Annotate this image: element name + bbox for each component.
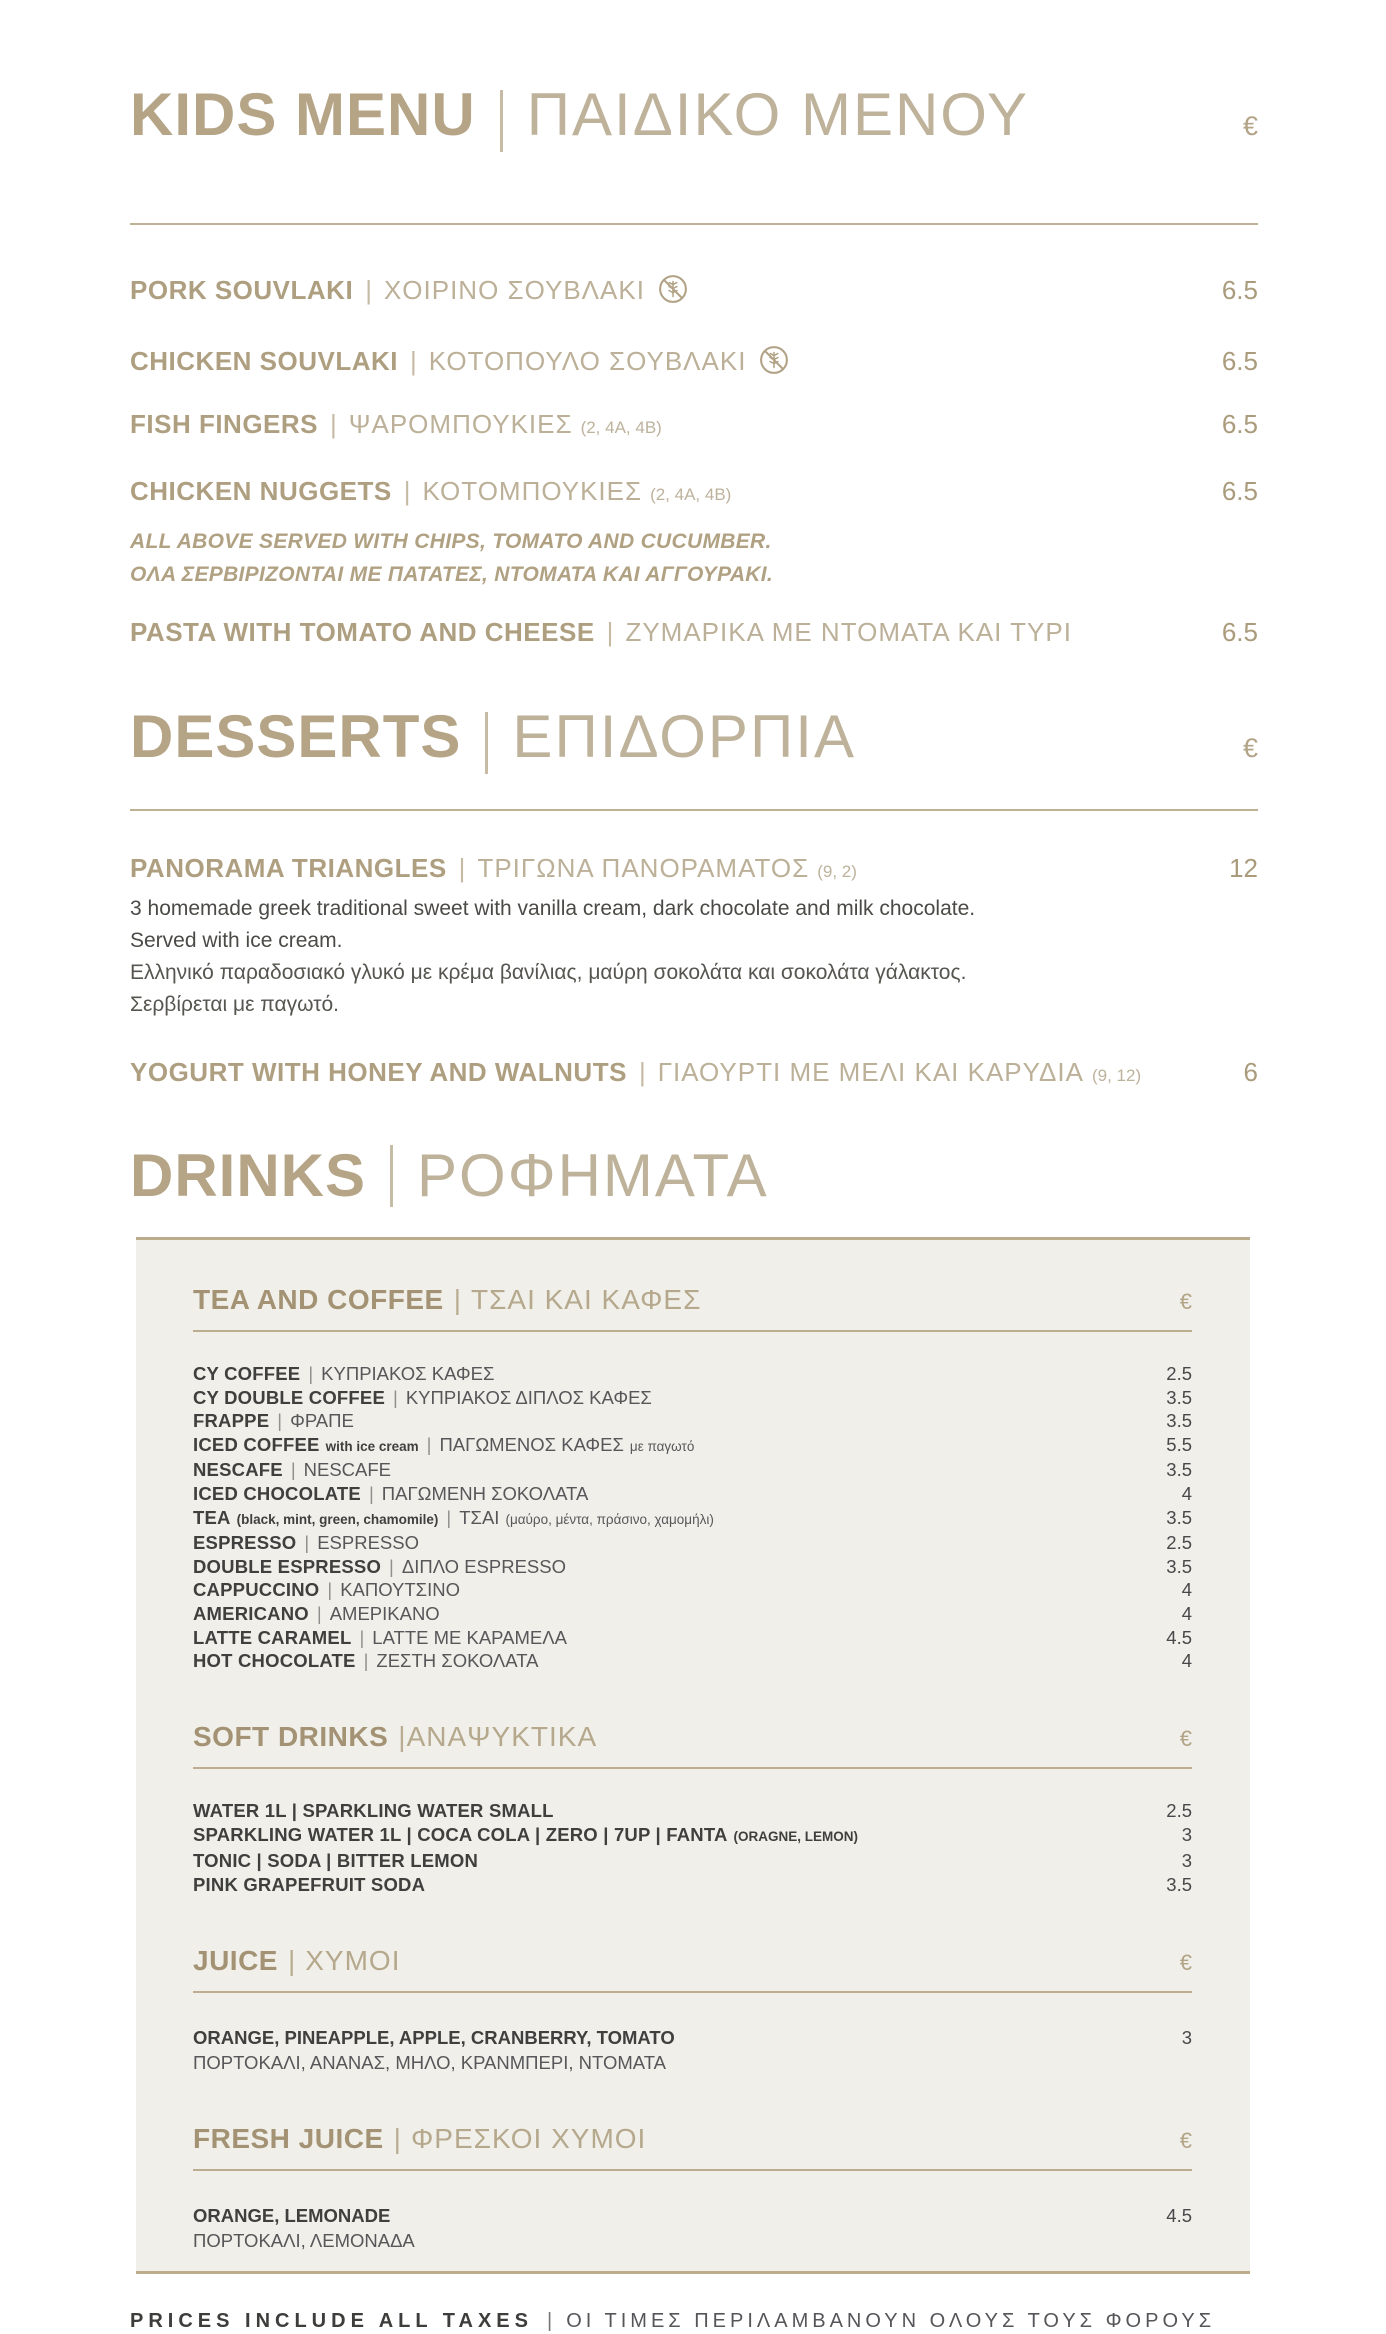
item-name-gr: ΤΡΙΓΩΝΑ ΠΑΝΟΡΑΜΑΤΟΣ — [477, 853, 810, 883]
drink-item-row — [193, 1386, 1192, 1410]
item-name-en-note: (black, mint, green, chamomile) — [236, 1511, 439, 1527]
item-name-gr: ΠΟΡΤΟΚΑΛΙ, ΑΝΑΝΑΣ, ΜΗΛΟ, ΚΡΑΝΜΠΕΡΙ, ΝΤΟΜΑΤΑ — [193, 2051, 666, 2073]
item-name-en: WATER 1L | SPARKLING WATER SMALL — [193, 1799, 554, 1821]
item-name-en: TEA — [193, 1506, 231, 1528]
drink-item-row — [193, 1458, 1192, 1482]
item-price: 3 — [1181, 2026, 1192, 2048]
menu-item-row — [130, 617, 1258, 647]
item-name — [193, 2203, 415, 2253]
heading-divider — [485, 712, 488, 774]
item-name-gr-note: (μαύρο, μέντα, πράσινο, χαμομήλι) — [505, 1511, 714, 1527]
subheading-gr: ΦΡΕΣΚΟΙ ΧΥΜΟΙ — [410, 2122, 647, 2154]
separator: | — [458, 853, 466, 883]
item-price: 2.5 — [1166, 1363, 1192, 1384]
separator: | — [327, 1579, 333, 1601]
item-price: 3.5 — [1166, 1459, 1192, 1481]
item-name-gr: ΓΙΑΟΥΡΤΙ ΜΕ ΜΕΛΙ ΚΑΙ ΚΑΡΥΔΙΑ — [657, 1057, 1084, 1087]
item-price: 3 — [1181, 1849, 1192, 1871]
drink-item-row — [193, 1799, 1192, 1823]
separator: | — [287, 1944, 296, 1976]
item-allergen-tag: (9, 2) — [817, 862, 857, 881]
serving-note — [130, 525, 1258, 591]
separator: | — [359, 1626, 365, 1648]
heading-divider — [390, 1145, 393, 1207]
subheading-en: JUICE — [193, 1944, 278, 1976]
separator: | — [365, 275, 372, 305]
euro-symbol: € — [1179, 1949, 1192, 1975]
menu-item-row — [130, 476, 1258, 510]
euro-symbol: € — [1179, 2127, 1192, 2153]
separator: | — [389, 1555, 394, 1577]
item-price: 3.5 — [1166, 1555, 1192, 1577]
item-price: 6.5 — [1221, 409, 1258, 439]
item-name-gr: ΧΟΙΡΙΝΟ ΣΟΥΒΛΑΚΙ — [383, 275, 645, 305]
euro-symbol: € — [1179, 1289, 1192, 1314]
gluten-free-icon — [758, 344, 790, 382]
drink-item-row — [193, 1873, 1192, 1897]
item-price: 3.5 — [1166, 1873, 1192, 1895]
item-name-gr: ΠΑΓΩΜΕΝΟΣ ΚΑΦΕΣ — [439, 1433, 624, 1455]
item-name-en: ORANGE, PINEAPPLE, APPLE, CRANBERRY, TOMATO — [193, 2026, 675, 2048]
menu-item-row — [130, 1057, 1258, 1091]
euro-symbol: € — [1242, 111, 1258, 141]
item-price: 2.5 — [1166, 1532, 1192, 1554]
separator: | — [453, 1284, 461, 1315]
item-name-gr: ΖΥΜΑΡΙΚΑ ΜΕ ΝΤΟΜΑΤΑ ΚΑΙ ΤΥΡΙ — [625, 617, 1072, 647]
drink-item-row — [193, 1531, 1192, 1555]
subsection-rule — [193, 1330, 1192, 1332]
item-price: 12 — [1229, 853, 1258, 883]
footer-note-en: PRICES INCLUDE ALL TAXES — [130, 2309, 533, 2332]
subsection-fresh-juice-heading — [193, 2123, 1192, 2157]
item-name-en: ICED CHOCOLATE — [193, 1482, 361, 1504]
item-name-gr: ΔΙΠΛΟ ESPRESSO — [401, 1555, 567, 1577]
item-name-gr: ΦΡΑΠΕ — [290, 1410, 354, 1432]
item-price: 4.5 — [1166, 1626, 1192, 1648]
item-name-gr: NESCAFE — [303, 1459, 392, 1481]
subsection-rule — [193, 2169, 1192, 2171]
item-name-en: CHICKEN NUGGETS — [130, 476, 392, 506]
separator: | — [403, 476, 411, 506]
separator: | — [638, 1057, 646, 1087]
heading-en: DESSERTS — [130, 703, 462, 770]
item-price: 3.5 — [1166, 1506, 1192, 1528]
separator: | — [398, 1720, 406, 1752]
footer-note-gr: ΟΙ ΤΙΜΕΣ ΠΕΡΙΛΑΜΒΑΝΟΥΝ ΟΛΟΥΣ ΤΟΥΣ ΦΟΡΟΥΣ — [566, 2309, 1216, 2332]
item-name-gr: ΠΟΡΤΟΚΑΛΙ, ΛΕΜΟΝΑΔΑ — [193, 2229, 415, 2251]
item-name-en: PANORAMA TRIANGLES — [130, 853, 447, 883]
drink-item-row — [193, 1482, 1192, 1506]
menu-item-row — [130, 338, 1258, 376]
item-name-gr: ΑΜΕΡΙΚΑΝΟ — [329, 1602, 440, 1624]
section-desserts — [0, 704, 1386, 1091]
item-name-en: SPARKLING WATER 1L | COCA COLA | ZERO | 7UP | FANTA — [193, 1823, 728, 1845]
desserts-heading — [130, 704, 1258, 781]
item-name-en: NESCAFE — [193, 1459, 283, 1481]
drink-item-row — [193, 1626, 1192, 1650]
desserts-items — [130, 853, 1258, 1091]
euro-symbol: € — [1179, 1725, 1192, 1751]
item-name-en: FRAPPE — [193, 1410, 270, 1432]
separator: | — [426, 1433, 432, 1455]
drinks-panel — [136, 1237, 1250, 2274]
drink-item-row — [193, 1602, 1192, 1626]
drink-item-row — [193, 1506, 1192, 1532]
heading-gr: ΕΠΙΔΟΡΠΙΑ — [512, 703, 856, 770]
subheading-gr: ΑΝΑΨΥΚΤΙΚΑ — [406, 1720, 598, 1752]
item-price: 6.5 — [1221, 346, 1258, 376]
item-name-en: DOUBLE ESPRESSO — [193, 1555, 382, 1577]
item-price: 4.5 — [1166, 2204, 1192, 2226]
item-name-en: CY COFFEE — [193, 1363, 301, 1384]
separator: | — [363, 1650, 369, 1672]
menu-item-row — [130, 267, 1258, 305]
drinks-heading — [130, 1143, 1258, 1209]
item-name-en: CAPPUCCINO — [193, 1579, 320, 1601]
soft-drinks-items — [193, 1799, 1192, 1897]
separator: | — [330, 409, 337, 439]
item-name-gr: ΚΥΠΡΙΑΚΟΣ ΚΑΦΕΣ — [321, 1363, 495, 1384]
kids-menu-heading — [130, 82, 1258, 159]
item-price: 6.5 — [1221, 476, 1258, 506]
subheading-gr: ΧΥΜΟΙ — [305, 1944, 401, 1976]
item-price: 4 — [1181, 1579, 1192, 1601]
item-name-gr-note: με παγωτό — [629, 1438, 695, 1454]
kids-items — [130, 267, 1258, 647]
item-allergen-tag: (9, 12) — [1091, 1066, 1142, 1085]
heading-en: KIDS MENU — [130, 81, 476, 148]
item-name-en: PINK GRAPEFRUIT SODA — [193, 1873, 426, 1895]
item-name-en: AMERICANO — [193, 1602, 309, 1624]
item-price: 5.5 — [1166, 1433, 1192, 1455]
subsection-tea-and-coffee-heading — [193, 1284, 1192, 1318]
separator: | — [393, 2122, 401, 2154]
item-name — [193, 2025, 675, 2075]
drink-item-row — [193, 1433, 1192, 1459]
separator: | — [547, 2309, 553, 2332]
heading-divider — [500, 90, 503, 152]
subheading-en: SOFT DRINKS — [193, 1720, 389, 1752]
separator: | — [446, 1506, 452, 1528]
item-price: 6 — [1243, 1057, 1258, 1087]
drink-item-row — [193, 1849, 1192, 1873]
item-name-gr: ESPRESSO — [317, 1532, 419, 1554]
item-name-gr: ΚΥΠΡΙΑΚΟΣ ΔΙΠΛΟΣ ΚΑΦΕΣ — [405, 1386, 652, 1408]
item-name-en: HOT CHOCOLATE — [193, 1650, 356, 1672]
footer-note — [130, 2308, 1258, 2334]
drink-item-row — [193, 1578, 1192, 1602]
menu-item-row — [130, 853, 1258, 887]
separator: | — [308, 1363, 314, 1384]
item-price: 3 — [1181, 1823, 1192, 1845]
item-description-en: 3 homemade greek traditional sweet with vanilla cream, dark chocolate and milk chocolate. — [130, 897, 976, 920]
item-name-en: PASTA WITH TOMATO AND CHEESE — [130, 617, 595, 647]
item-name-en: ESPRESSO — [193, 1532, 297, 1554]
heading-en: DRINKS — [130, 1142, 367, 1209]
serving-note-en: ALL ABOVE SERVED WITH CHIPS, TOMATO AND CUCUMBER. — [130, 530, 772, 553]
item-name-en-note: with ice cream — [325, 1438, 419, 1454]
menu-item-row — [130, 409, 1258, 443]
drink-item-row — [193, 2203, 1192, 2253]
item-price: 3.5 — [1166, 1386, 1192, 1408]
separator: | — [277, 1410, 283, 1432]
item-allergen-tag: (2, 4A, 4B) — [580, 418, 662, 437]
separator: | — [316, 1602, 322, 1624]
subsection-rule — [193, 1991, 1192, 1993]
item-name-gr: ΚΑΠΟΥΤΣΙΝΟ — [340, 1579, 460, 1601]
item-name-gr: ΨΑΡΟΜΠΟΥΚΙΕΣ — [348, 409, 573, 439]
item-name-gr: ΖΕΣΤΗ ΣΟΚΟΛΑΤΑ — [376, 1650, 539, 1672]
drink-item-row — [193, 1649, 1192, 1673]
item-name-en: CHICKEN SOUVLAKI — [130, 346, 399, 376]
item-description-gr: Σερβίρεται με παγωτό. — [130, 993, 340, 1016]
separator: | — [368, 1482, 374, 1504]
section-drinks — [0, 1143, 1386, 1209]
subheading-gr: ΤΣΑΙ ΚΑΙ ΚΑΦΕΣ — [470, 1284, 702, 1315]
subsection-soft-drinks-heading — [193, 1721, 1192, 1755]
drink-item-row — [193, 1409, 1192, 1433]
subsection-juice-heading — [193, 1945, 1192, 1979]
separator: | — [410, 346, 417, 376]
item-name-en: YOGURT WITH HONEY AND WALNUTS — [130, 1057, 627, 1087]
item-price: 4 — [1181, 1602, 1192, 1624]
item-price: 3.5 — [1166, 1410, 1192, 1432]
separator: | — [290, 1459, 296, 1481]
subsection-rule — [193, 1767, 1192, 1769]
section-rule — [130, 223, 1258, 225]
item-name-gr: ΠΑΓΩΜΕΝΗ ΣΟΚΟΛΑΤΑ — [381, 1482, 589, 1504]
item-price: 6.5 — [1221, 617, 1258, 647]
drink-item-row — [193, 1555, 1192, 1579]
heading-gr: ΠΑΙΔΙΚΟ ΜΕΝΟΥ — [526, 81, 1030, 148]
item-name-en: PORK SOUVLAKI — [130, 275, 354, 305]
item-price: 4 — [1181, 1650, 1192, 1672]
section-kids-menu — [0, 82, 1386, 647]
item-name-gr: ΚΟΤΟΠΟΥΛΟ ΣΟΥΒΛΑΚΙ — [428, 346, 747, 376]
item-name-gr: LATTE ΜΕ ΚΑΡΑΜΕΛΑ — [372, 1626, 567, 1648]
item-price: 6.5 — [1221, 275, 1258, 305]
item-description-en: Served with ice cream. — [130, 929, 343, 952]
item-name-gr: ΤΣΑΙ — [459, 1506, 500, 1528]
item-name-gr: ΚΟΤΟΜΠΟΥΚΙΕΣ — [422, 476, 643, 506]
separator: | — [304, 1532, 310, 1554]
separator: | — [393, 1386, 398, 1408]
serving-note-gr: ΟΛΑ ΣΕΡΒΙΡΙΖΟΝΤΑΙ ΜΕ ΠΑΤΑΤΕΣ, ΝΤΟΜΑΤΑ ΚΑΙ ΑΓΓΟΥΡΑΚΙ. — [130, 563, 774, 586]
item-name-en: ICED COFFEE — [193, 1433, 320, 1455]
subheading-en: TEA AND COFFEE — [193, 1284, 444, 1315]
item-description — [130, 893, 1258, 1021]
item-price: 4 — [1181, 1482, 1192, 1504]
item-name-en-note: (ORAGNE, LEMON) — [733, 1828, 859, 1844]
drink-item-row — [193, 1362, 1192, 1386]
heading-gr: ΡΟΦΗΜΑΤΑ — [417, 1142, 769, 1209]
drink-item-row — [193, 2025, 1192, 2075]
item-name-en: ORANGE, LEMONADE — [193, 2204, 391, 2226]
tea-and-coffee-items — [193, 1362, 1192, 1673]
euro-symbol: € — [1242, 733, 1258, 763]
item-name-en: FISH FINGERS — [130, 409, 319, 439]
item-price: 2.5 — [1166, 1799, 1192, 1821]
gluten-free-icon — [657, 273, 689, 311]
section-rule — [130, 809, 1258, 811]
item-name-en: LATTE CARAMEL — [193, 1626, 352, 1648]
subheading-en: FRESH JUICE — [193, 2122, 384, 2154]
drink-item-row — [193, 1823, 1192, 1849]
item-name-en: CY DOUBLE COFFEE — [193, 1386, 385, 1408]
item-allergen-tag: (2, 4A, 4B) — [650, 485, 732, 504]
separator: | — [606, 617, 614, 647]
item-description-gr: Ελληνικό παραδοσιακό γλυκό με κρέμα βανίλιας, μαύρη σοκολάτα και σοκολάτα γάλακτος. — [130, 961, 967, 984]
item-name-en: TONIC | SODA | BITTER LEMON — [193, 1849, 479, 1871]
